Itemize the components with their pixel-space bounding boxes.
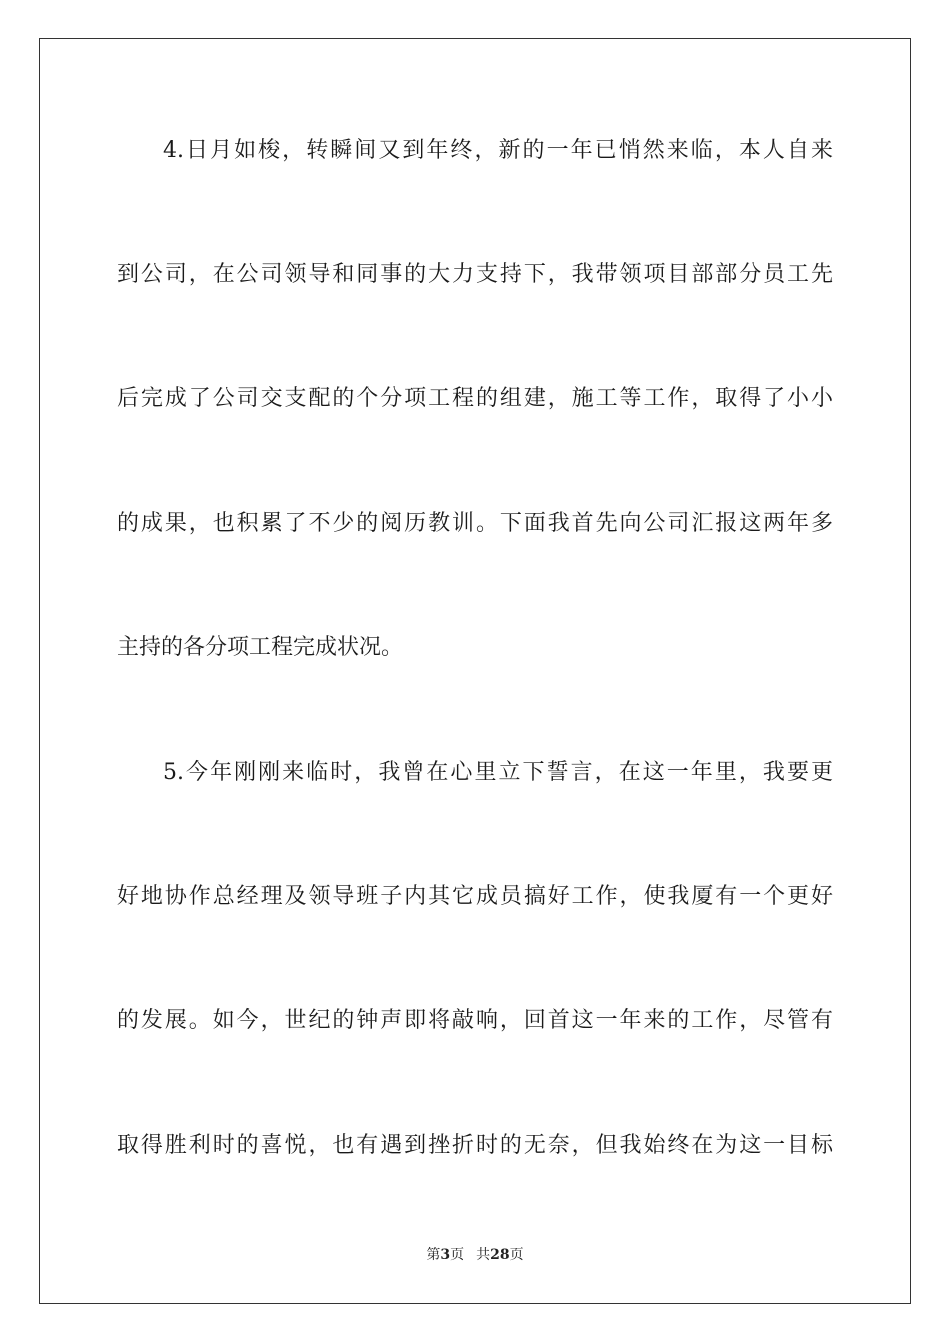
paragraph-2-line-2: 好地协作总经理及领导班子内其它成员搞好工作，使我厦有一个更好 <box>117 884 833 909</box>
paragraph-2-line-1: 5.今年刚刚来临时，我曾在心里立下誓言，在这一年里，我要更 <box>163 760 833 785</box>
total-suffix: 页 <box>509 1247 524 1263</box>
paragraph-1-line-1: 4.日月如梭，转瞬间又到年终，新的一年已悄然来临，本人自来 <box>163 138 833 163</box>
paragraph-2-line-3: 的发展。如今，世纪的钟声即将敲响，回首这一年来的工作，尽管有 <box>117 1008 833 1033</box>
page-number: 3 <box>440 1247 451 1263</box>
paragraph-1-line-3: 后完成了公司交支配的个分项工程的组建，施工等工作，取得了小小 <box>117 386 833 411</box>
page-footer <box>0 1245 950 1265</box>
paragraph-2-line-4: 取得胜利时的喜悦，也有遇到挫折时的无奈，但我始终在为这一目标 <box>117 1133 833 1158</box>
paragraph-1-line-4: 的成果，也积累了不少的阅历教训。下面我首先向公司汇报这两年多 <box>117 511 833 536</box>
page-suffix: 页 <box>450 1247 465 1263</box>
page-prefix: 第 <box>426 1247 441 1263</box>
total-prefix: 共 <box>476 1247 491 1263</box>
paragraph-1-line-2: 到公司，在公司领导和同事的大力支持下，我带领项目部部分员工先 <box>117 262 833 287</box>
paragraph-1-line-5: 主持的各分项工程完成状况。 <box>117 635 404 660</box>
total-pages: 28 <box>490 1247 510 1263</box>
page-border <box>39 38 911 1304</box>
